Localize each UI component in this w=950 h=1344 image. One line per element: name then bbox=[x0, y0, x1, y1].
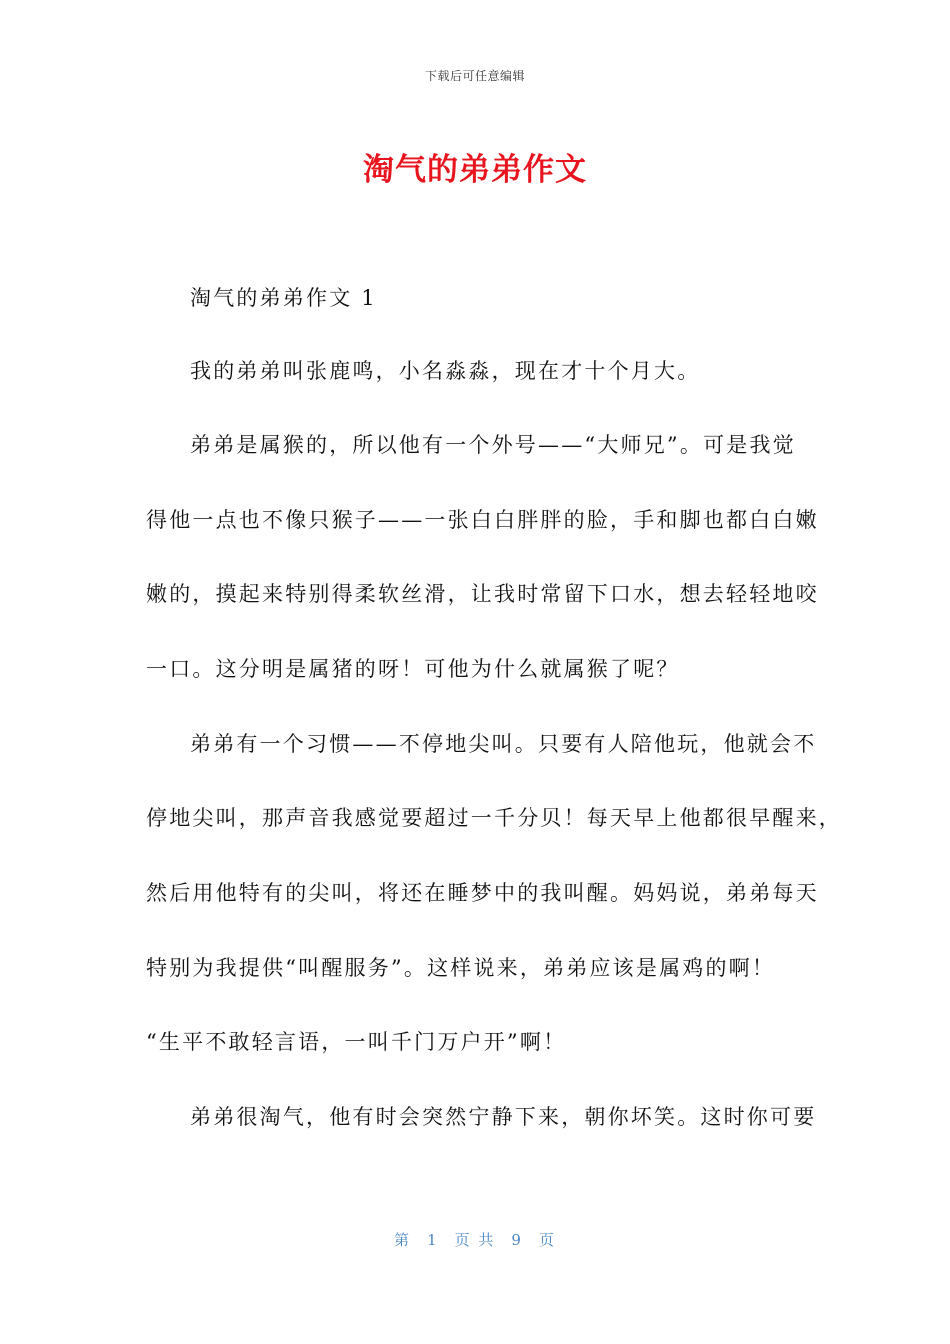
footer-page-prefix: 第 bbox=[394, 1231, 412, 1249]
paragraph-line: 嫩的，摸起来特别得柔软丝滑，让我时常留下口水，想去轻轻地咬 bbox=[146, 582, 819, 606]
footer-page-middle: 页 共 bbox=[454, 1231, 496, 1249]
paragraph-line: “生平不敢轻言语，一叫千门万户开”啊！ bbox=[146, 1030, 567, 1054]
paragraph-line: 弟弟很淘气，他有时会突然宁静下来，朝你坏笑。这时你可要 bbox=[190, 1105, 817, 1129]
paragraph-line: 得他一点也不像只猴子——一张白白胖胖的脸，手和脚也都白白嫩 bbox=[146, 508, 819, 532]
document-title: 淘气的弟弟作文 bbox=[363, 152, 587, 188]
paragraph-line: 特别为我提供“叫醒服务”。这样说来，弟弟应该是属鸡的啊！ bbox=[146, 956, 776, 980]
paragraph-line: 一口。这分明是属猪的呀！可他为什么就属猴了呢？ bbox=[146, 657, 680, 681]
footer-page-number: 1 bbox=[427, 1231, 439, 1249]
footer-page-suffix: 页 bbox=[538, 1231, 556, 1249]
paragraph-line: 弟弟是属猴的，所以他有一个外号——“大师兄”。可是我觉 bbox=[190, 433, 796, 457]
header-note: 下载后可任意编辑 bbox=[424, 69, 525, 83]
page-footer bbox=[0, 1229, 950, 1250]
footer-page-total: 9 bbox=[511, 1231, 523, 1249]
essay-subtitle: 淘气的弟弟作文 1 bbox=[190, 286, 377, 310]
paragraph-line: 弟弟有一个习惯——不停地尖叫。只要有人陪他玩，他就会不 bbox=[190, 732, 817, 756]
paragraph-line: 停地尖叫，那声音我感觉要超过一千分贝！每天早上他都很早醒来， bbox=[146, 806, 842, 830]
paragraph-line: 然后用他特有的尖叫，将还在睡梦中的我叫醒。妈妈说，弟弟每天 bbox=[146, 881, 819, 905]
paragraph-line: 我的弟弟叫张鹿鸣，小名淼淼，现在才十个月大。 bbox=[190, 359, 701, 383]
